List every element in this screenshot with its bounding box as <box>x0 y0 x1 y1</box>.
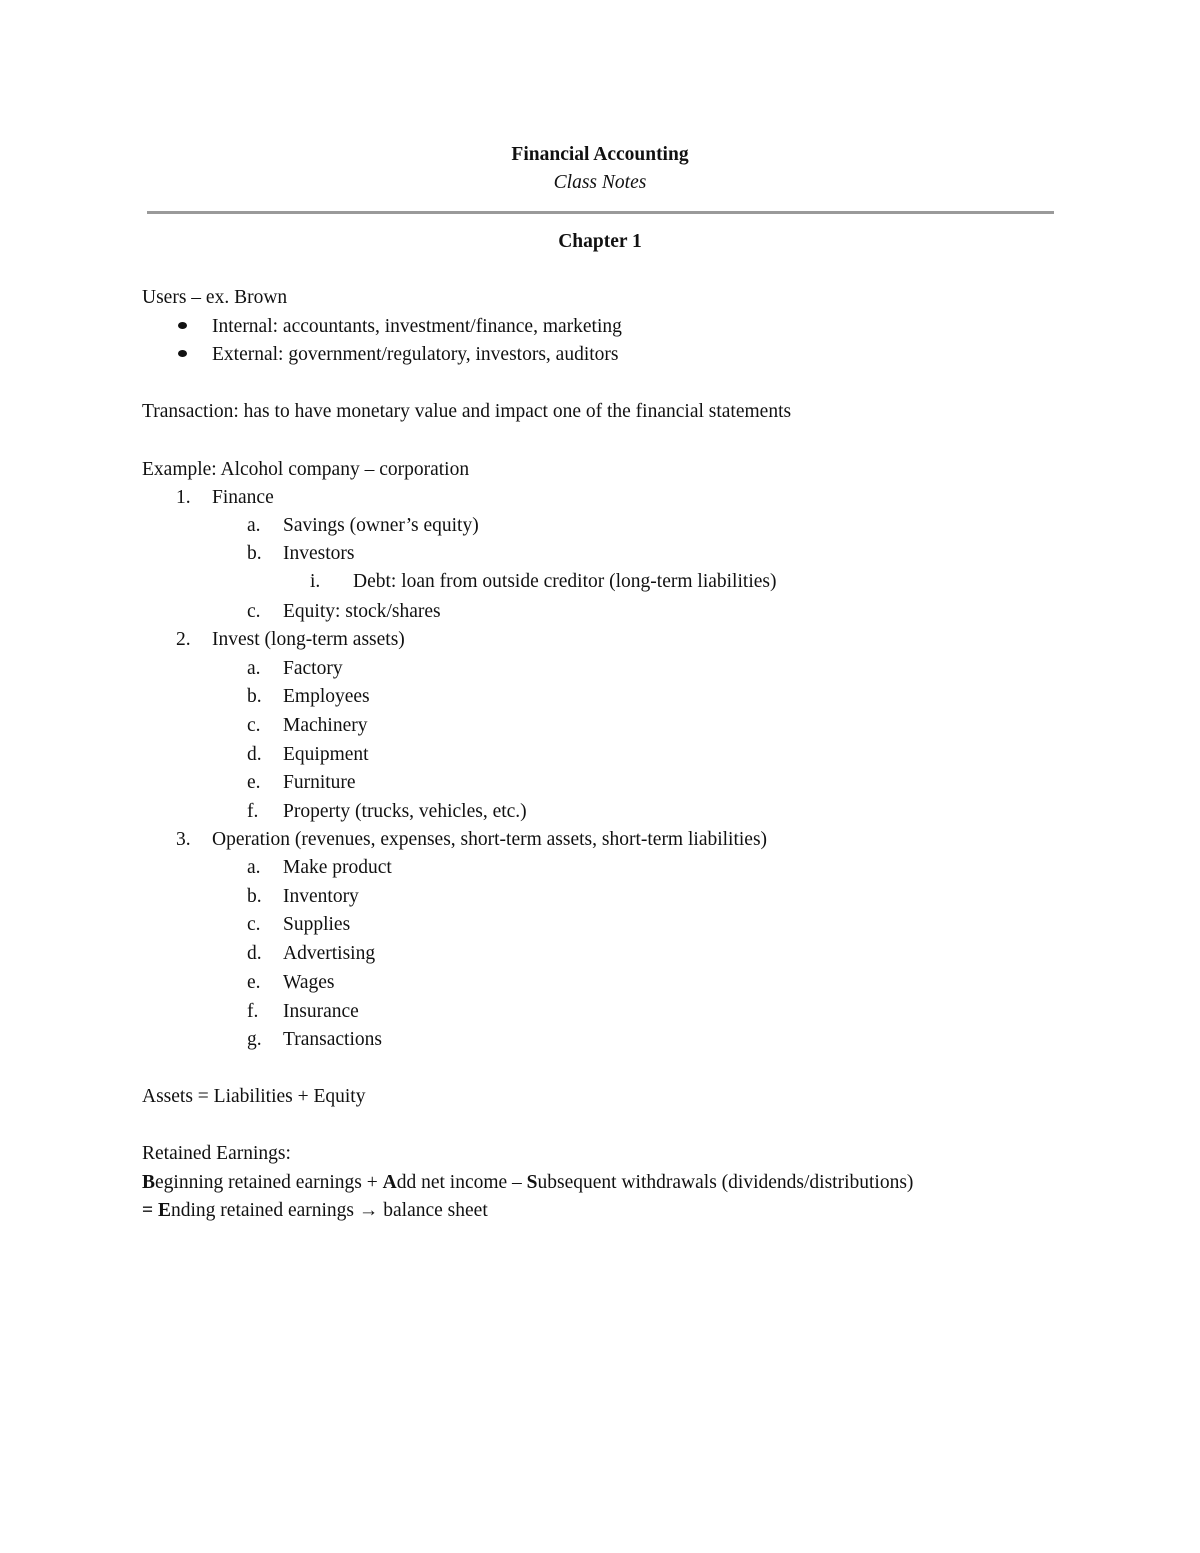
list-item: Employees <box>283 686 370 707</box>
users-heading: Users – ex. Brown <box>142 287 288 308</box>
list-marker: c. <box>247 601 261 622</box>
list-item: Property (trucks, vehicles, etc.) <box>283 801 527 822</box>
list-item: Insurance <box>283 1001 359 1022</box>
list-marker: f. <box>247 1001 259 1022</box>
bullet-icon <box>178 350 187 357</box>
accounting-equation: Assets = Liabilities + Equity <box>142 1086 366 1107</box>
retained-earnings-formula <box>142 1173 913 1193</box>
list-marker: f. <box>247 801 259 822</box>
retained-earnings-result <box>142 1201 488 1221</box>
users-bullet-external: External: government/regulatory, investors, auditors <box>212 344 619 365</box>
list-marker: c. <box>247 715 261 736</box>
list-item: Equipment <box>283 744 369 765</box>
list-item: Make product <box>283 857 392 878</box>
list-item: Inventory <box>283 886 359 907</box>
list-item: Supplies <box>283 914 351 935</box>
list-marker: d. <box>247 943 262 964</box>
list-marker: b. <box>247 886 262 907</box>
formula-text: eginning retained earnings + <box>155 1172 383 1193</box>
list-item: Advertising <box>283 943 376 964</box>
list-item: Invest (long-term assets) <box>212 629 405 650</box>
list-item: Furniture <box>283 772 356 793</box>
list-marker: b. <box>247 543 262 564</box>
list-marker: a. <box>247 658 261 679</box>
list-item: Transactions <box>283 1029 382 1050</box>
emphasis-letter: = E <box>142 1200 171 1221</box>
formula-text: nding retained earnings → balance sheet <box>171 1200 488 1221</box>
chapter-heading: Chapter 1 <box>558 231 642 252</box>
list-item: Equity: stock/shares <box>283 601 441 622</box>
retained-earnings-heading: Retained Earnings: <box>142 1143 291 1164</box>
list-item: Operation (revenues, expenses, short-term assets, short-term liabilities) <box>212 829 768 850</box>
list-marker: a. <box>247 857 261 878</box>
formula-text: ubsequent withdrawals (dividends/distributions) <box>537 1172 914 1193</box>
document-title: Financial Accounting <box>511 144 689 165</box>
list-item: Debt: loan from outside creditor (long-term liabilities) <box>353 571 777 592</box>
example-heading: Example: Alcohol company – corporation <box>142 459 470 480</box>
list-marker: g. <box>247 1029 262 1050</box>
list-marker: 2. <box>176 629 191 650</box>
list-marker: e. <box>247 972 261 993</box>
emphasis-letter: B <box>142 1172 156 1193</box>
list-marker: a. <box>247 515 261 536</box>
list-item: Wages <box>283 972 335 993</box>
list-marker: d. <box>247 744 262 765</box>
users-bullet-internal: Internal: accountants, investment/finance, marketing <box>212 316 622 337</box>
bullet-icon <box>178 322 187 329</box>
list-marker: c. <box>247 914 261 935</box>
transaction-definition: Transaction: has to have monetary value and impact one of the financial statements <box>142 401 792 422</box>
document-subtitle: Class Notes <box>553 172 647 193</box>
list-item: Savings (owner’s equity) <box>283 515 479 536</box>
emphasis-letter: A <box>382 1172 397 1193</box>
horizontal-rule <box>147 211 1054 214</box>
formula-text: dd net income – <box>396 1172 527 1193</box>
list-item: Finance <box>212 487 274 508</box>
list-marker: i. <box>310 571 321 592</box>
list-marker: 1. <box>176 487 191 508</box>
list-marker: 3. <box>176 829 191 850</box>
list-item: Machinery <box>283 715 368 736</box>
list-item: Factory <box>283 658 343 679</box>
emphasis-letter: S <box>526 1172 538 1193</box>
list-item: Investors <box>283 543 355 564</box>
list-marker: e. <box>247 772 261 793</box>
list-marker: b. <box>247 686 262 707</box>
